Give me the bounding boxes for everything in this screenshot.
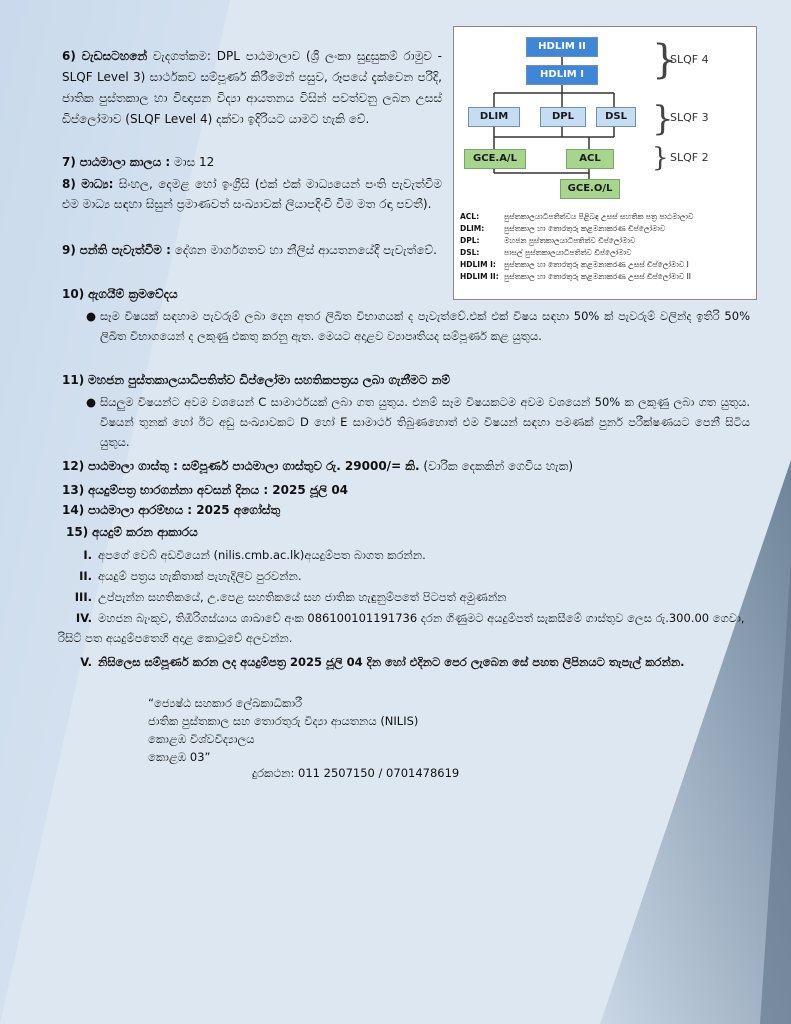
legend-desc: පුස්තකාල හා තොරතුරු කළමනාකරණ ඩිප්ලෝමාව (504, 224, 666, 233)
step-text: අයදුම් පත්‍රය හැකිතාක් පැහැදිලිව පුරවන්න. (98, 569, 302, 583)
section-number: 13) (62, 483, 85, 497)
legend-key: DLIM: (460, 224, 485, 233)
legend-desc: පුස්තකාල හා තොරතුරු කළමනාකරණ උසස් ඩිප්ලෝමාව II (504, 272, 691, 281)
address-line: කොළඹ 03” (148, 750, 211, 764)
node-hdlim-2: HDLIM II (526, 37, 598, 57)
legend-desc: පුස්තකාල හා තොරතුරු කළමනාකරණ උසස් ඩිප්ලෝමාව I (504, 260, 689, 269)
section-number: 7) (62, 155, 76, 169)
section-text: සිංහල, දෙමළ හෝ ඉංග්‍රීසි (එක් එක් මාධ්‍යයෙන් පංති පැවැත්වීම එම මාධ්‍ය සඳහා සිසුන් ප්‍රමාණවත් සංඛ්‍යාවක් ලියාපදිංචි වීම මත රඳා පවතී). (62, 177, 443, 211)
section-number: 12) (62, 459, 85, 473)
section-12 (62, 456, 752, 476)
section-14 (62, 500, 752, 520)
node-acl: ACL (566, 149, 614, 169)
legend-key: ACL: (460, 212, 480, 221)
legend-desc: පුස්තකාලයාධිපතිත්වය පිළිබඳ උසස් සහතික පත්‍ර පාඨමාලාව (504, 212, 694, 221)
section-10-bullet (86, 306, 750, 346)
section-title: මහජන පුස්තකාලයාධිපතිත්ව ඩිප්ලෝමා සහතිකපත්‍රය ලබා ගැනීමට නම් (88, 373, 450, 387)
section-number: 8) (62, 177, 76, 191)
brace-slqf3: } (652, 99, 674, 139)
brace-slqf2: } (652, 143, 669, 173)
legend-row (460, 271, 693, 283)
node-gce-ol: GCE.O/L (560, 179, 620, 199)
section-text: වැදගත්කම: DPL පාඨමාලාව (ශ්‍රී ලංකා සුදුසුකම් රාමුව - SLQF Level 3) සාර්ථකව සම්පූර්ණ කිරීමෙන් පසුව, රූපයේ දැක්වෙන පරිදි, ජාතික පුස්තකාල හා විඥාපන විද්‍යා ආයතනය විසින් පවත්වනු ලබන උසස් ඩිප්ලෝමාව (SLQF Level 4) දක්වා ඉදිරියට යාමට හැකි වේ. (62, 49, 442, 126)
step-number: IV. (75, 611, 92, 625)
section-text: (වාරික දෙකකින් ගෙවිය හැක) (419, 459, 574, 473)
step-number: I. (83, 548, 92, 562)
legend-row (460, 223, 693, 235)
section-11 (62, 370, 752, 390)
address-line: ජාතික පුස්තකාල සහ තොරතුරු විද්‍යා ආයතනය (NILIS) (148, 714, 419, 728)
legend-desc: පාසල් පුස්තකාලයාධිපතිත්ව ඩිප්ලෝමාව (504, 248, 632, 257)
step-text: උප්පැන්න සහතිකයේ, උ.පෙළ සහතිකයේ සහ ජාතික හැඳුනුම්පතේ පිටපත් අමුණන්න (98, 590, 507, 604)
step-5 (58, 652, 748, 672)
section-9 (62, 240, 442, 260)
legend-key: DSL: (460, 248, 480, 257)
step-3 (58, 587, 748, 607)
phone-line (252, 766, 459, 781)
legend-key: HDLIM I: (460, 260, 496, 269)
section-7 (62, 152, 442, 172)
section-title: අයදුම් කරන ආකාරය (92, 525, 198, 539)
node-dsl: DSL (596, 107, 636, 127)
step-text: මහජන බැංකුව, තිඹිරිගස්යාය ශාඛාවේ අංක 086100101191736 දරන ගිණුමට අයදුම්පත් සැකසීමේ ගාස්තුව ලෙස රු.300.00 ගෙවා, රිසිට් පත අයදුම්පතෙහි අදාළ කොටුවේ අලවන්න. (58, 611, 745, 645)
step-number: III. (74, 590, 92, 604)
legend-row (460, 259, 693, 271)
phone-number: 011 2507150 / 0701478619 (298, 766, 460, 780)
step-4 (58, 608, 748, 648)
section-title: පාඨමාලා ආරම්භය : 2025 අගෝස්තු (88, 503, 281, 517)
brace-slqf4: } (652, 37, 678, 83)
section-title: වැඩසටහනේ (81, 49, 148, 63)
address-line: “ජ්‍යෙෂ්ඨ සහකාර ලේඛකාධිකාරී (148, 696, 303, 710)
node-hdlim-1: HDLIM I (526, 65, 598, 85)
bullet-icon: ● (86, 395, 97, 409)
legend-row (460, 247, 693, 259)
mailing-address (148, 694, 418, 766)
level-slqf-2: SLQF 2 (670, 151, 709, 164)
step-text: නිසිලෙස සම්පූර්ණ කරන ලද අයදුම්පත්‍ර 2025 ජූලි 04 දින හෝ එදිනට පෙර ලැබෙන සේ පහත ලිපිනයට තැපැල් කරන්න. (98, 655, 685, 669)
legend-row (460, 211, 693, 223)
node-gce-al: GCE.A/L (464, 149, 526, 169)
node-dpl: DPL (540, 107, 586, 127)
section-number: 11) (62, 373, 85, 387)
node-dlim: DLIM (468, 107, 520, 127)
section-title: පන්ති පැවැත්වීම : (79, 243, 171, 257)
legend-row (460, 235, 693, 247)
bullet-text: සෑම විෂයක් සඳහාම පැවරුම් ලබා දෙන අතර ලිඛිත විභාගයක් ද පැවැත්වේ.එක් එක් විෂය සඳහා 50% ක් පැවරුම් වලින්ද ඉතිරි 50% ලිඛිත විභාගයෙන් ද ලකුණු එකතු කරනු ඇත. මෙයට අදාළව ව්‍යාපෘතියද සම්පූර්ණ කළ යුතුය. (100, 309, 750, 343)
step-1 (58, 545, 748, 565)
section-13 (62, 480, 752, 500)
address-line: කොළඹ විශ්වවිද්‍යාලය (148, 732, 255, 746)
section-title: මාධ්‍ය: (81, 177, 114, 191)
bullet-text: සියලුම විෂයන්ට අවම වශයෙන් C සාමාර්ථයක් ලබා ගත යුතුය. එනම් සෑම විෂයකටම අවම වශයෙන් 50% ක ලකුණු ලබා ගත යුතුය. විෂයන් තුනක් හෝ ඊට අඩු සංඛ්‍යාවකට D හෝ E සාමාර්ථ තිබුණහොත් එම විෂයන් සඳහා පමණක් පුනර් පරීක්ෂණයට පෙනී සිටිය යුතුය. (100, 395, 750, 449)
section-title: අයදුම්පත්‍ර භාරගන්නා අවසන් දිනය : 2025 ජූලි 04 (88, 483, 349, 497)
legend-desc: මහජන පුස්තකාලයාධිපතිත්ව ඩිප්ලෝමාව (504, 236, 636, 245)
section-number: 10) (62, 287, 85, 301)
section-6 (62, 46, 442, 130)
qualification-pathway-diagram (453, 26, 757, 300)
section-number: 15) (66, 525, 89, 539)
step-number: II. (79, 569, 92, 583)
legend-key: HDLIM II: (460, 272, 499, 281)
section-text: දේශන මාර්ගගතව හා නීලිස් ආයතනයේදී පැවැත්වේ. (170, 243, 437, 257)
step-2 (58, 566, 748, 586)
section-11-bullet (86, 392, 750, 452)
section-15 (66, 522, 756, 542)
section-title: පාඨමාලා ගාස්තු : සම්පූර්ණ පාඨමාලා ගාස්තුව රු. 29000/= කි. (88, 459, 420, 473)
step-text: අපගේ වෙබ් අඩවියෙන් (nilis.cmb.ac.lk)අයදුම්පත බාගත කරන්න. (98, 548, 426, 562)
section-number: 6) (62, 49, 76, 63)
level-slqf-4: SLQF 4 (670, 53, 709, 66)
section-title: ඇගයීම් ක්‍රමවේදය (88, 287, 178, 301)
level-slqf-3: SLQF 3 (670, 111, 709, 124)
section-number: 9) (62, 243, 76, 257)
phone-label: දුරකථන: (252, 766, 295, 780)
section-text: මාස 12 (170, 155, 215, 169)
bullet-icon: ● (86, 309, 97, 323)
step-number: V. (80, 655, 92, 669)
section-8 (62, 174, 442, 214)
section-title: පාඨමාලා කාලය : (79, 155, 171, 169)
diagram-legend (460, 211, 693, 283)
section-number: 14) (62, 503, 85, 517)
legend-key: DPL: (460, 236, 480, 245)
